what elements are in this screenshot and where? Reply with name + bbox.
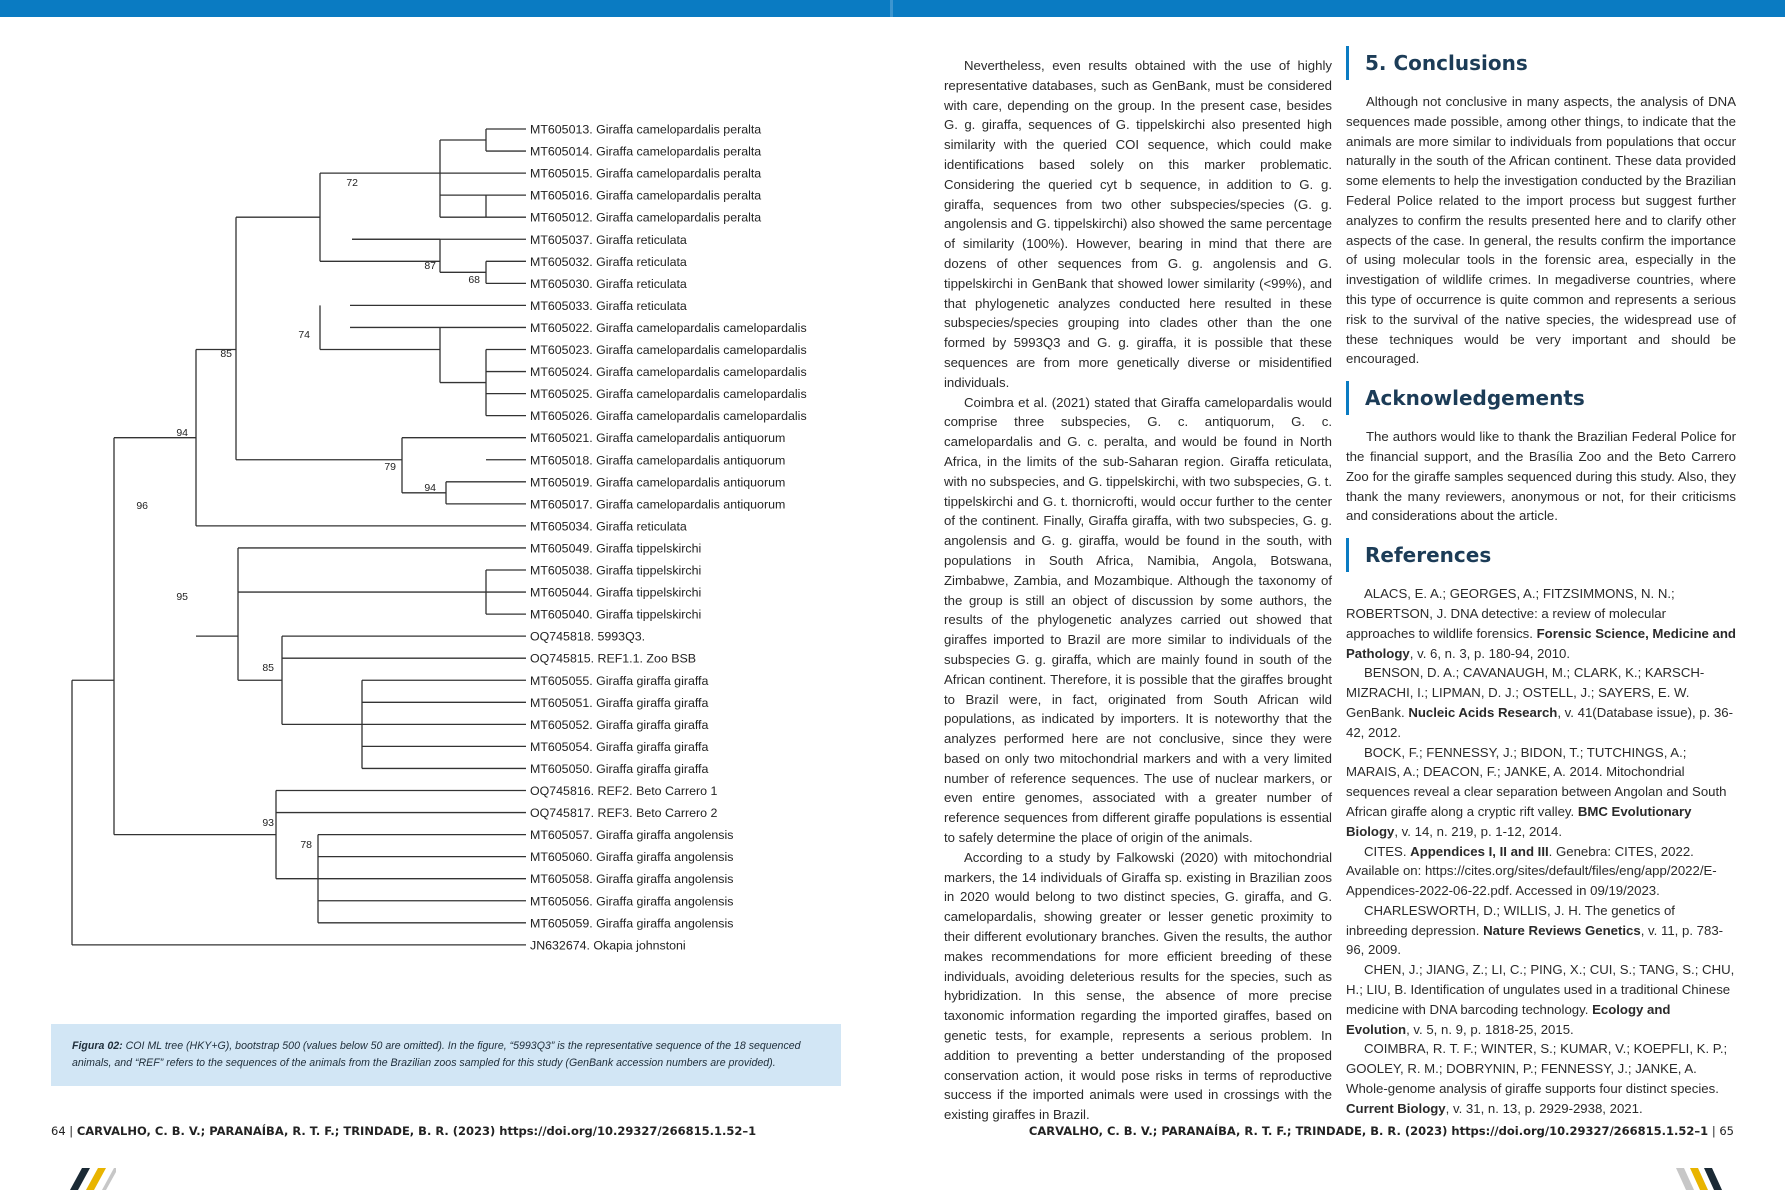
taxon-label: MT605051. Giraffa giraffa giraffa: [530, 695, 709, 710]
reference-text: ALACS, E. A.; GEORGES, A.; FITZSIMMONS, N. N.; ROBERTSON, J. DNA detective: a review of molecular approaches to wildlife forensics.: [1346, 586, 1675, 641]
footer-separator-right: |: [1711, 1124, 1716, 1138]
bootstrap-value: 94: [176, 427, 188, 439]
reference-text: CITES.: [1364, 843, 1411, 859]
page-number-left: 64: [51, 1124, 66, 1138]
acknowledgements-heading: Acknowledgements: [1346, 383, 1736, 413]
reference-text: BOCK, F.; FENNESSY, J.; BIDON, T.; TUTCHINGS, A.; MARAIS, A.; DEACON, F.; JANKE, A. 2014. Mitochondrial sequences reveal a clear separation between Angolan and South African giraffe along a cryptic rift valley.: [1346, 744, 1727, 819]
taxon-label: MT605032. Giraffa reticulata: [530, 254, 687, 269]
taxon-label: OQ745816. REF2. Beto Carrero 1: [530, 784, 718, 798]
paragraph-3: According to a study by Falkowski (2020) with mitochondrial markers, the 14 individuals of Giraffa sp. existing in Brazilian zoos in 2020 would belong to two distinct species, G. giraffa, and G. camelopardalis, showing greater or lesser genetic proximity to their different evolutionary branches. Given the results, the author makes recommendations for more efficient breeding of these individuals, avoiding deleterious results for the species, such as hybridization. In this sense, the absence of more precise taxonomic information regarding the imported giraffes, based on genetic tests, for example, represents a serious problem. In addition to preventing a better understanding of the proposed conservation action, it would pose risks in terms of reproductive success if the imported animals were used in crossings with the existing giraffes in Brazil.: [944, 849, 1332, 1123]
footer-separator-left: |: [69, 1124, 74, 1138]
footer-citation-right: CARVALHO, C. B. V.; PARANAÍBA, R. T. F.; TRINDADE, B. R. (2023) https://doi.org/10.29327/266815.1.52–1: [1028, 1124, 1709, 1138]
bootstrap-value: 79: [384, 461, 396, 473]
bootstrap-value: 78: [300, 839, 312, 851]
taxon-label: MT605057. Giraffa giraffa angolensis: [530, 828, 734, 843]
conclusions-heading: 5. Conclusions: [1346, 48, 1736, 78]
reference-journal: Forensic Science, Medicine and Pathology: [1346, 625, 1736, 661]
conclusions-text: Although not conclusive in many aspects, the analysis of DNA sequences made possible, among other things, to indicate that the animals are more similar to individuals from populations that occur naturally in the south of the African continent. These data provided some elements to help the investigation conducted by the Brazilian Federal Police related to the import process but suggest further analyzes to confirm the results presented here and to clarify other aspects of the case. In general, the results confirm the importance of using molecular tools in the forensic area, especially in the investigation of wildlife crimes. In megadiverse countries, where this type of occurrence is quite common and represents a serious risk to the survival of the native species, the widespread use of these techniques would be very important and should be encouraged.: [1346, 94, 1736, 367]
bootstrap-value: 85: [220, 348, 232, 360]
reference-journal: Nucleic Acids Research: [1408, 704, 1558, 720]
reference-details: , v. 6, n. 3, p. 180-94, 2010.: [1409, 645, 1571, 661]
taxon-label: MT605056. Giraffa giraffa angolensis: [530, 894, 734, 909]
taxon-label: MT605021. Giraffa camelopardalis antiquorum: [530, 431, 786, 446]
taxon-label: MT605017. Giraffa camelopardalis antiquorum: [530, 497, 786, 512]
phylogenetic-tree: [0, 0, 880, 1000]
footer-right: [1029, 1124, 1734, 1138]
taxon-label: MT605019. Giraffa camelopardalis antiquorum: [530, 475, 786, 490]
taxon-label: MT605034. Giraffa reticulata: [530, 519, 687, 534]
bootstrap-value: 72: [346, 177, 358, 189]
taxon-label: MT605054. Giraffa giraffa giraffa: [530, 739, 709, 754]
taxon-label: MT605014. Giraffa camelopardalis peralta: [530, 144, 762, 159]
reference-text: COIMBRA, R. T. F.; WINTER, S.; KUMAR, V.; KOEPFLI, K. P.; GOOLEY, R. M.; DOBRYNIN, P.; FENNESSY, J.; JANKE, A. Whole-genome analysis of giraffe supports four distinct species.: [1346, 1041, 1728, 1097]
taxon-label: MT605026. Giraffa camelopardalis camelopardalis: [530, 409, 807, 424]
bootstrap-value: 85: [262, 662, 274, 674]
references-heading: References: [1346, 540, 1736, 570]
taxon-label: MT605052. Giraffa giraffa giraffa: [530, 717, 709, 732]
reference-item: [1346, 842, 1736, 901]
reference-item: [1346, 1039, 1736, 1118]
caption-label: Figura 02:: [72, 1040, 123, 1052]
bootstrap-value: 93: [262, 817, 274, 829]
taxon-label: MT605023. Giraffa camelopardalis camelopardalis: [530, 343, 807, 357]
bootstrap-value: 95: [176, 591, 188, 603]
taxon-label: MT605015. Giraffa camelopardalis peralta: [530, 166, 762, 181]
taxon-label: MT605055. Giraffa giraffa giraffa: [530, 673, 709, 688]
reference-item: [1346, 584, 1736, 663]
reference-details: , v. 31, n. 13, p. 2929-2938, 2021.: [1445, 1100, 1643, 1116]
taxon-label: MT605030. Giraffa reticulata: [530, 276, 687, 291]
taxon-label: MT605033. Giraffa reticulata: [530, 298, 687, 313]
caption-text: COI ML tree (HKY+G), bootstrap 500 (values below 50 are omitted). In the figure, “5993Q3” is the representative sequence of the 18 sequenced animals, and “REF” refers to the sequences of the animals from the Brazilian zoos sampled for this study (GenBank accession numbers are provided).: [72, 1040, 801, 1069]
reference-item: [1346, 901, 1736, 960]
taxon-label: MT605044. Giraffa tippelskirchi: [530, 585, 702, 600]
decorative-stripes-left: [60, 1168, 116, 1190]
figure-caption: [51, 1024, 841, 1086]
reference-details: , v. 41(Database issue), p. 36-42, 2012.: [1346, 704, 1734, 740]
left-text-column: [944, 56, 1332, 1125]
reference-journal: Current Biology: [1346, 1100, 1446, 1116]
reference-item: [1346, 960, 1736, 1039]
page-number-right: 65: [1719, 1124, 1734, 1138]
reference-text: CHARLESWORTH, D.; WILLIS, J. H. The genetics of inbreeding depression.: [1346, 902, 1675, 938]
footer-left: [51, 1124, 756, 1138]
reference-journal: Ecology and Evolution: [1346, 1001, 1671, 1037]
bootstrap-value: 87: [424, 260, 436, 272]
taxon-label: MT605038. Giraffa tippelskirchi: [530, 563, 702, 578]
reference-details: , v. 14, n. 219, p. 1-12, 2014.: [1394, 823, 1563, 839]
reference-journal: BMC Evolutionary Biology: [1346, 803, 1692, 839]
taxon-label: MT605012. Giraffa camelopardalis peralta: [530, 210, 762, 225]
taxon-label: MT605025. Giraffa camelopardalis camelopardalis: [530, 387, 807, 402]
taxon-label: JN632674. Okapia johnstoni: [530, 938, 686, 953]
taxon-label: MT605050. Giraffa giraffa giraffa: [530, 761, 709, 776]
taxon-label: MT605049. Giraffa tippelskirchi: [530, 541, 702, 556]
reference-journal: Nature Reviews Genetics: [1483, 922, 1641, 938]
reference-journal: Appendices I, II and III: [1410, 843, 1549, 859]
bootstrap-value: 68: [468, 274, 480, 286]
reference-details: . Genebra: CITES, 2022. Available on: https://cites.org/sites/default/files/eng/app/2022/E-Appendices-2022-06-22.pdf. Accessed in 09/19/2023.: [1346, 843, 1717, 899]
taxon-label: MT605018. Giraffa camelopardalis antiquorum: [530, 453, 786, 468]
footer-citation-left: CARVALHO, C. B. V.; PARANAÍBA, R. T. F.; TRINDADE, B. R. (2023) https://doi.org/10.29327/266815.1.52–1: [76, 1124, 757, 1138]
top-bar-page-gap: [890, 0, 893, 17]
right-text-column: [1346, 48, 1736, 1119]
reference-item: [1346, 743, 1736, 842]
bootstrap-value: 94: [424, 482, 436, 494]
reference-details: , v. 5, n. 9, p. 1818-25, 2015.: [1406, 1021, 1574, 1037]
taxon-label: MT605016. Giraffa camelopardalis peralta: [530, 188, 762, 203]
reference-text: CHEN, J.; JIANG, Z.; LI, C.; PING, X.; CUI, S.; TANG, S.; CHU, H.; LIU, B. Identification of ungulates used in a traditional Chinese medicine with DNA barcoding technology.: [1346, 962, 1735, 1017]
reference-text: BENSON, D. A.; CAVANAUGH, M.; CLARK, K.; KARSCH-MIZRACHI, I.; LIPMAN, D. J.; OSTELL, J.; SAYERS, E. W. GenBank.: [1346, 665, 1705, 720]
bootstrap-value: 74: [298, 329, 310, 341]
reference-details: , v. 11, p. 783-96, 2009.: [1346, 922, 1724, 958]
taxon-label: OQ745815. REF1.1. Zoo BSB: [530, 651, 696, 666]
taxon-label: MT605060. Giraffa giraffa angolensis: [530, 850, 734, 865]
reference-item: [1346, 663, 1736, 742]
taxon-label: MT605022. Giraffa camelopardalis camelopardalis: [530, 320, 807, 335]
taxon-label: OQ745817. REF3. Beto Carrero 2: [530, 806, 718, 821]
decorative-stripes-right: [1670, 1168, 1726, 1190]
taxon-label: OQ745818. 5993Q3.: [530, 629, 646, 644]
taxon-label: MT605024. Giraffa camelopardalis camelopardalis: [530, 365, 807, 380]
taxon-label: MT605040. Giraffa tippelskirchi: [530, 607, 702, 622]
taxon-label: MT605059. Giraffa giraffa angolensis: [530, 916, 734, 931]
taxon-label: MT605058. Giraffa giraffa angolensis: [530, 872, 734, 887]
paragraph-1: Nevertheless, even results obtained with the use of highly representative databases, such as GenBank, must be considered with care, depending on the group. In the present case, besides G. g. giraffa, sequences of G. tippelskirchi also presented high similarity with the queried COI sequence, which could make identifications based solely on this marker problematic. Considering the queried cyt b sequence, in addition to G. g. giraffa, sequences from two other subspecies/species (G. g. angolensis and G. tippelskirchi) also showed the same percentage of similarity (100%). However, bearing in mind that there are dozens of other sequences from G. g. angolensis and G. tippelskirchi in GenBank that showed lower similarity (<99%), and that phylogenetic analyzes conducted here resulted in these subspecies/species grouping into clades other than the one formed by 5993Q3 and G. g. giraffa, it is possible that these sequences are from more genetically diverse or misidentified individuals.: [944, 58, 1332, 390]
acknowledgements-text: The authors would like to thank the Brazilian Federal Police for the financial support, and the Brasília Zoo and the Beto Carrero Zoo for the giraffe samples sequenced during this study. Also, they thank the many reviewers, anonymous or not, for their criticisms and considerations about the article.: [1346, 429, 1736, 524]
paragraph-2: Coimbra et al. (2021) stated that Giraffa camelopardalis would comprise three subspecies, G. c. antiquorum, G. c. camelopardalis and G. c. peralta, and would be found in North Africa, in the limits of the sub-Saharan region. Giraffa reticulata, with no subspecies, and G. tippelskirchi, with two subspecies, G. t. tippelskirchi and G. t. thornicrofti, would occur further to the center of the continent. Finally, Giraffa giraffa, with two subspecies, G. g. angolensis and G. g. giraffa, would be found in the south, with populations in South Africa, Namibia, Angola, Botswana, Zimbabwe, Zambia, and Mozambique. Although the taxonomy of the group is still an object of discussion by some authors, the results of the phylogenetic analyzes carried out showed that giraffes imported to Brazil are more similar to individuals of the subspecies G. g. giraffa, which are mainly found in south of the African continent. Therefore, it is possible that the giraffes brought to Brazil were, in fact, originated from South African wild populations, as indicated by importers. It is noteworthy that the analyzes performed here are not conclusive, since they were based on only two mitochondrial markers and with a very limited number of reference sequences. The use of nuclear markers, or even entire genomes, associated with a greater number of reference sequences from different giraffe populations is essential to safely determine the place of origin of the animals.: [944, 394, 1332, 846]
reference-list: [1346, 584, 1736, 1119]
taxon-label: MT605037. Giraffa reticulata: [530, 232, 687, 247]
bootstrap-value: 96: [136, 500, 148, 512]
taxon-label: MT605013. Giraffa camelopardalis peralta: [530, 122, 762, 137]
